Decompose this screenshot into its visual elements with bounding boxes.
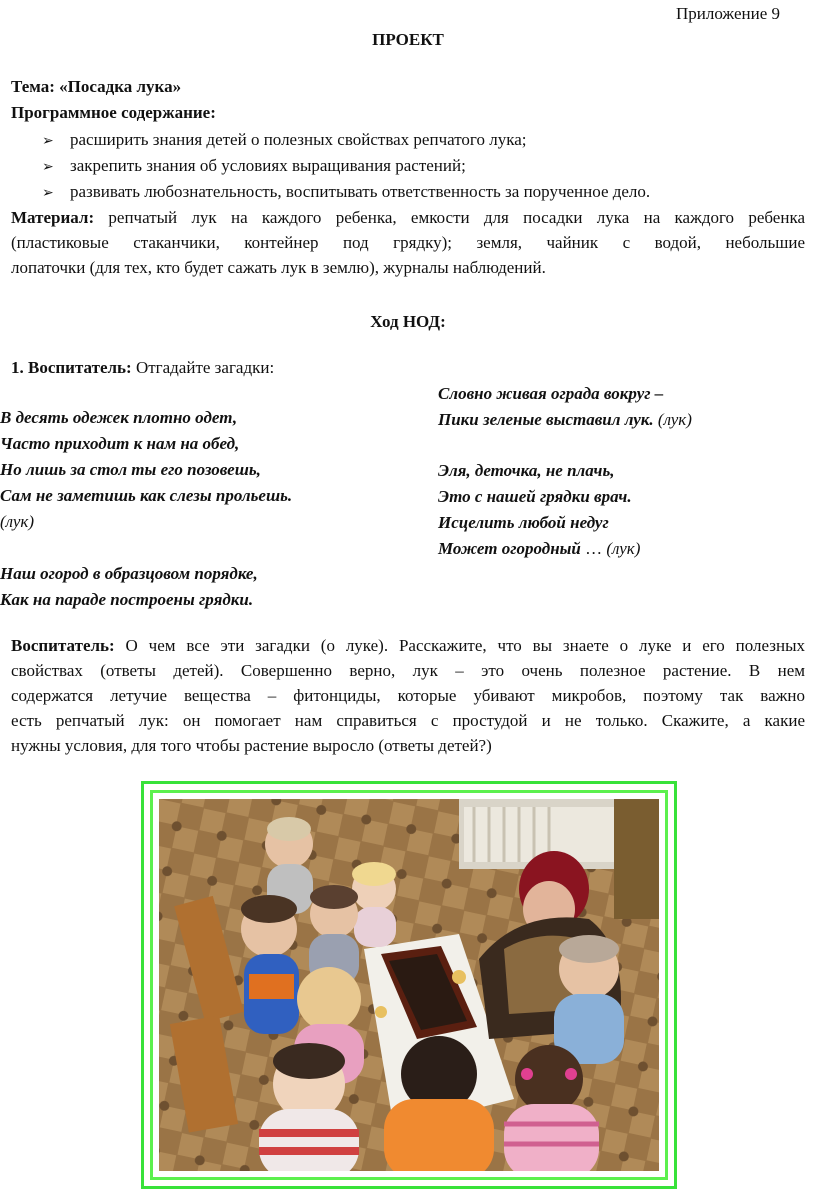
bullet-text: закрепить знания об условиях выращивания растений; [70, 156, 466, 175]
step-1-label: 1. Воспитатель: [11, 358, 132, 377]
step-1-text: Отгадайте загадки: [135, 358, 275, 377]
bullet-item [42, 130, 526, 150]
material-line: лопаточки (для тех, кто будет сажать лук в землю), журналы наблюдений. [11, 258, 546, 277]
riddle-left-line: Но лишь за стол ты его позовешь, [0, 460, 261, 479]
teacher-line: есть репчатый лук: он помогает нам справиться с простудой и не только. Скажите, а какие [11, 711, 805, 730]
teacher-line [11, 636, 805, 656]
arrow-bullet-icon: ➢ [42, 133, 54, 149]
teacher-text: О чем все эти загадки (о луке). Расскажите, что вы знаете о луке и его полезных [125, 636, 805, 655]
children-planting-onions-image [159, 799, 659, 1171]
riddle-right-line [438, 539, 640, 559]
section-title: Ход НОД: [370, 312, 446, 331]
bullet-text: расширить знания детей о полезных свойствах репчатого лука; [70, 130, 527, 149]
riddle-answer: (лук) [657, 410, 692, 429]
riddle-left-line: Как на параде построены грядки. [0, 590, 254, 609]
teacher-label: Воспитатель: [11, 636, 115, 655]
riddle-right-line: Эля, деточка, не плачь, [438, 461, 615, 480]
arrow-bullet-icon: ➢ [42, 159, 54, 175]
teacher-line: содержатся летучие вещества – фитонциды, которые убивают микробов, поэтому так важно [11, 686, 805, 705]
riddle-right-line: Исцелить любой недуг [438, 513, 609, 532]
material-paragraph [11, 208, 805, 278]
riddle-right-line [438, 410, 692, 430]
material-label: Материал: [11, 208, 95, 227]
classroom-photo [159, 799, 659, 1171]
photo-frame [141, 781, 677, 1189]
riddle-left-line: Наш огород в образцовом порядке, [0, 564, 258, 583]
riddle-ellipsis: … [585, 539, 603, 558]
teacher-paragraph [11, 636, 805, 756]
topic [11, 77, 181, 97]
material-line: (пластиковые стаканчики, контейнер под грядку); земля, чайник с водой, небольшие [11, 233, 805, 252]
riddle-answer: (лук) [606, 539, 641, 558]
step-1 [11, 358, 274, 378]
bullet-text: развивать любознательность, воспитывать ответственность за порученное дело. [70, 182, 651, 201]
riddle-text: Словно живая ограда вокруг – [438, 384, 664, 403]
bullet-item [42, 156, 466, 176]
riddle-right-line [438, 384, 663, 404]
bullet-item [42, 182, 650, 202]
teacher-line: нужны условия, для того чтобы растение выросло (ответы детей?) [11, 736, 492, 755]
riddle-right-line: Это с нашей грядки врач. [438, 487, 632, 506]
topic-label: Тема: [11, 77, 55, 96]
riddle-left-line: В десять одежек плотно одет, [0, 408, 238, 427]
page-title: ПРОЕКТ [372, 30, 444, 49]
arrow-bullet-icon: ➢ [42, 185, 54, 201]
riddle-left-line: Сам не заметишь как слезы прольешь. [0, 486, 293, 505]
riddle-answer: (лук) [0, 512, 35, 531]
program-label: Программное содержание: [11, 103, 216, 122]
appendix-label: Приложение 9 [676, 4, 780, 23]
riddle-text: Может огородный [438, 539, 581, 558]
material-text: репчатый лук на каждого ребенка, емкости для посадки лука на каждого ребенка [108, 208, 805, 227]
material-line [11, 208, 805, 228]
teacher-line: свойствах (ответы детей). Совершенно верно, лук – это очень полезное растение. В нем [11, 661, 805, 680]
riddle-left-line: Часто приходит к нам на обед, [0, 434, 240, 453]
riddle-text: Пики зеленые выставил лук. [438, 410, 654, 429]
topic-text: «Посадка лука» [59, 77, 182, 96]
